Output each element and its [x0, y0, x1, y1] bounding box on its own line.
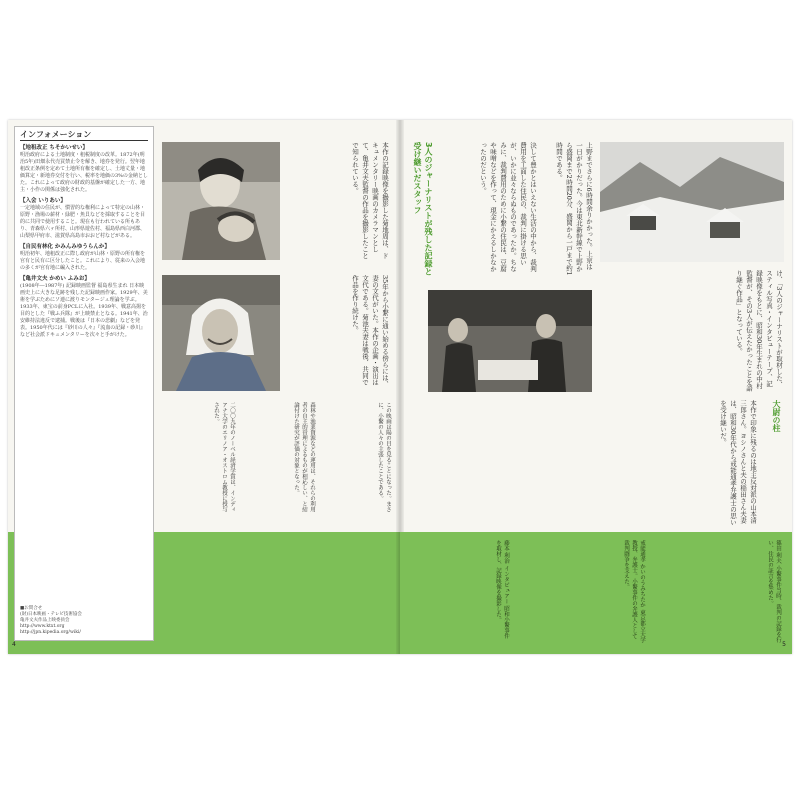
- info-section-heading: 【地租改正 ちそかいせい】: [20, 145, 88, 151]
- info-section-text: 一定地域の住民が、慣習的な権利によって特定の山林・原野・漁場の薪材・緑肥・魚貝などを採取することを目的に共同で使用すること。現在も行われている所もあり、青森県六ヶ所村、山形県遊佐村、福島県西白河郡、山梨県甲府市、滋賀県高島市おおど村などがある。: [20, 205, 146, 239]
- green-column: 篠田 利夫 小繋事件当時、裁判の記録を行い、住民の証言を集めた。: [767, 540, 781, 643]
- information-sidebar: [14, 126, 154, 641]
- info-section: [20, 145, 148, 194]
- section-heading: 大尉の柱: [772, 400, 781, 432]
- green-column: 二〇〇九年のノーベル経済学賞は、インディアナ大学のエリノア・オストロム教授に授与された。: [213, 402, 235, 512]
- page-number: 5: [782, 641, 786, 648]
- info-section-heading: 【入会 いりあい】: [20, 198, 66, 204]
- body-column: け、「3人のジャーナリストが取材した、スティル写真・インタビューテープ、記録映像をもとに、昭和30年生まれの中村監督が、その3人が伝えたかったことを語り継ぐ作品」となっている。: [735, 270, 783, 392]
- mother-and-child-photo: [162, 142, 280, 260]
- info-section-text: (1908年―1987年) 記録映画監督 福島県生まれ 日本映画史上に大きな足跡を残した記録映画作家。1929年、美術を学ぶためにソ連に渡りモンタージュ理論を学ぶ。1933年、東宝の前身PCLに入社。1939年、戦意高揚を目的とした『戦ふ兵隊』が上映禁止となる。1941年、治安維持法違反で逮捕。戦後は『日本の悲劇』などを発表。1950年代には『砂川の人々』『流血の記録・砂川』など社会派ドキュメンタリーを次々と手がけた。: [20, 283, 148, 338]
- section-heading: 3人のジャーナリストが残した記録と受け継いだスタッフ: [413, 142, 433, 276]
- body-column: 本作の記録映像を撮影した菊地周は、ドキュメンタリー映画のカメラマンとして、亀井文夫監督の作品を撮影したことで知られている。: [351, 142, 389, 259]
- info-section-text: 明治初年、地租改正に際し政府が山林・原野の所有権を官有と民有に区分したこと。これにより、従来の入会地の多くが官有地に編入された。: [20, 251, 146, 271]
- body-column: 上野までさらに6時間余りかかった。上京は一日がかりだった。今は東北新幹線で上野から盛岡まで2時間20分、盛岡から一戸まで約1時間である。: [555, 142, 593, 276]
- snowy-village-photo: [600, 142, 784, 262]
- right-page: [400, 120, 792, 654]
- magazine-spread: [8, 120, 792, 654]
- group-meeting-photo: [428, 290, 592, 392]
- info-section: [20, 244, 148, 272]
- body-column: 本作で印象に残るのは地主反対派の山本清三郎さん。ヨシノさんと夫の稲田さん夫妻は、昭和30年代から戒能通孝弁護士の思いを受け継いだ。: [719, 400, 757, 526]
- green-column: 戒能通孝 かいのうみちたか 東京都立大学教授、弁護士。小繋事件の弁護人として裁判闘争を支えた。: [623, 540, 645, 643]
- elderly-woman-headscarf-photo: [162, 275, 280, 391]
- left-page: [8, 120, 400, 654]
- body-column: 35年から小繋に通い始める傍らには、妻の文代がいた。本作の企画・演出は文代である。菊池夫妻は戦後、共同で作品を作り続けた。: [351, 275, 389, 388]
- info-title: インフォメーション: [20, 131, 148, 141]
- info-section: [20, 276, 148, 339]
- info-section-heading: 【亀井文夫 かめい ふみお】: [20, 276, 90, 282]
- info-section: [20, 198, 148, 240]
- green-column: 藤本 利治 インタビュアー 昭和小繋事件を取材し、記録映像を撮影した。: [495, 540, 509, 639]
- info-section-text: 明治政府による土地制度・租税制度の改革。1872年(明治5年)田畑永代売買禁止令を解き、地券を発行。翌年地租改正条例を定めて土地所有権を確定し、土地丈量・地価算定・新地券交付を行い、税率を地価の3%の金納とした。これによって政府の財政的基盤が確定した一方、地主・小作の関係は強化された。: [20, 152, 148, 193]
- body-column: 決して豊かとはいえない生活の中から、裁判費用を工面した住民の、裁判に掛ける思いが、いかに並々ならぬものであったか。ちなみに、裁判費用のために小繋の住民は、豆腐や味噌などを作って、現金にかえるしかなかったのだという。: [479, 142, 537, 272]
- green-column: 森林や漁業資源などの運用は、それらの利用者の自主的管理によるものが相応しい、と結論付けた研究が評価の対象となった。: [293, 402, 315, 512]
- page-number: 4: [12, 641, 16, 648]
- info-footer: ■お問合せ (財)日本映画・テレビ技術協会 亀井文夫作品上映委員会 http://www.ktxt.org http://jpn.kipedia.org/wiki/: [20, 606, 82, 635]
- info-section-heading: 【自民有林化 かみんみゆうらんか】: [20, 244, 110, 250]
- green-column: この映画は陽の目を見ることになった。まさに、小繋の人々の主張したことである。: [377, 402, 391, 512]
